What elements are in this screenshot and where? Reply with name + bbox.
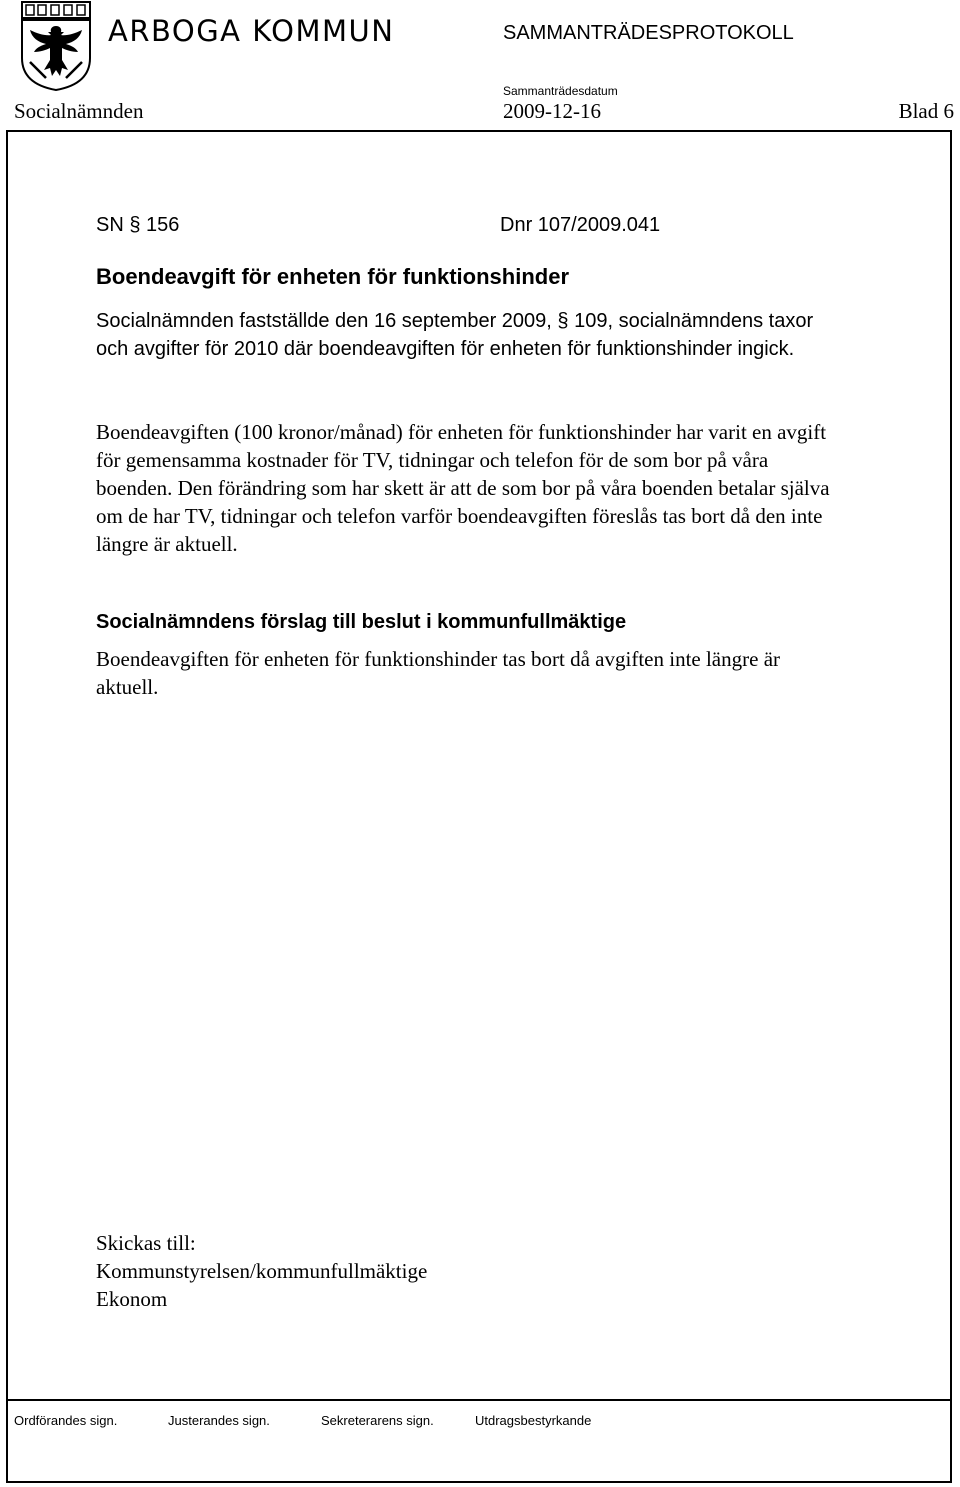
recipient: Ekonom — [96, 1287, 168, 1311]
page-number: Blad 6 — [898, 99, 954, 123]
arboga-coat-of-arms-icon — [18, 0, 94, 92]
meeting-date-label: Sammanträdesdatum — [503, 84, 618, 98]
background-paragraph: Socialnämnden fastställde den 16 september 2009, § 109, socialnämndens taxor och avgifter för 2010 där boendeavgiften för enheten för funktionshinder ingick. — [96, 310, 814, 360]
send-to-label: Skickas till: — [96, 1231, 196, 1255]
case-paragraph-number: SN § 156 — [96, 214, 180, 236]
brand-name: ARBOGA KOMMUN — [108, 14, 395, 48]
extract-certification-label: Utdragsbestyrkande — [475, 1413, 592, 1428]
meeting-date: 2009-12-16 — [503, 99, 601, 123]
organization-name: Socialnämnden — [14, 99, 144, 123]
case-diary-number: Dnr 107/2009.041 — [500, 214, 661, 236]
secretary-signature-label: Sekreterarens sign. — [321, 1413, 434, 1428]
document-type: SAMMANTRÄDESPROTOKOLL — [503, 22, 794, 44]
proposal-paragraph: Boendeavgiften för enheten för funktionshinder tas bort då avgiften inte längre är aktuell. — [96, 647, 781, 699]
case-title: Boendeavgift för enheten för funktionshinder — [96, 264, 570, 289]
proposal-heading: Socialnämndens förslag till beslut i kommunfullmäktige — [96, 611, 627, 633]
adjuster-signature-label: Justerandes sign. — [168, 1413, 270, 1428]
explanation-paragraph: Boendeavgiften (100 kronor/månad) för enheten för funktionshinder har varit en avgift för gemensamma kostnader för TV, tidningar och telefon för de som bor på våra boenden. Den förändring som har skett är att de som bor på våra boenden betalar själva om de har TV, tidningar och telefon varför boendeavgiften föreslås tas bort då den inte längre är aktuell. — [96, 420, 830, 556]
recipient: Kommunstyrelsen/kommunfullmäktige — [96, 1259, 428, 1283]
chair-signature-label: Ordförandes sign. — [14, 1413, 118, 1428]
